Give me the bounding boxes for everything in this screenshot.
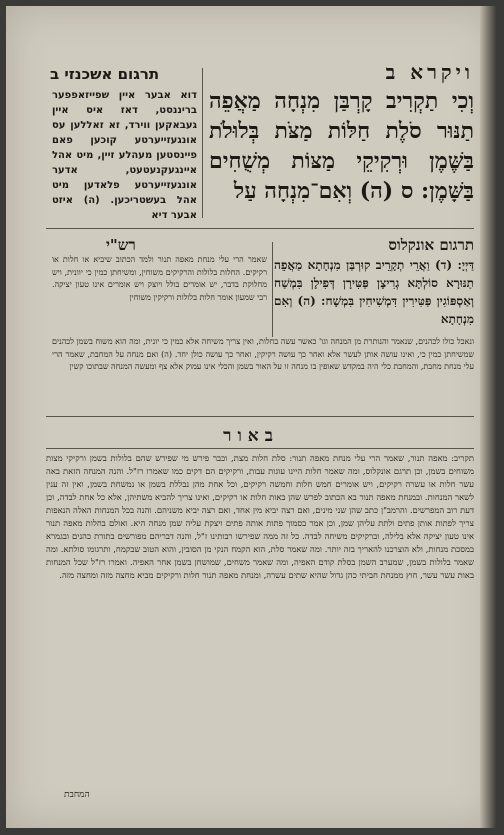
catchword: המחבת bbox=[64, 790, 90, 800]
onkelos-title: תרגום אונקלוס bbox=[388, 236, 474, 254]
rashi-continuation: ונאכל כולו לכהנים, שנאמר והנותרת מן המנחה וגו' כאשר עשה בחלות, ואין צריך משיחה אלא כמין כי יונית, ומה הוא משוח בשמן לכהנים שמשיחתן כמין כי, ואינו עושה אותן לעשר אלא ואחר כך עושה רקיקין, ואחר כך עושה כולן יחד. (ה) ואם מנחה על המחבת, שאמר הרי עלי מנחת מחבת, והמחבת כלי היה במקדש שאופין בו מנחה זו על האור בשמן והכלי אינו עמוק אלא צף ומעשה המנחה שבתוכו קשין bbox=[52, 337, 474, 371]
page-header bbox=[50, 60, 474, 85]
biur-text: תקריב: מאפה תנור, שאמר הרי עלי מנחת מאפה תנור: סלת חלות מצת, וכבר פירש מי שפירש שהם בלולות בשמן ורקיקי מצות משוחים בשמן, וכן תרגם אונקלוס, ומה שאמר חלות היינו עוגות עבות, ורקיקים הם דקים כמו שאמרו רז"ל. והנה המנחה הזאת באה עשר חלות או עשרה רקיקים, ויש אומרים חמש חלות וחמשה רקיקים, וכל אחת מהן נבללת בשמן או נמשחת בשמן, ואין זה ענין לשאר המנחות. ובמנחת מאפה תנור בא הכתוב לפרש שהן באות חלות או רקיקים, ואינו צריך להביא משתיהן, אלא כל אחת לבדה, וכן דעת רוב המפרשים. והרמב"ן כתב שהן שני מינים, ואם רצה יביא מין אחד, ואם רצה יביא משניהם. והנה בכל המנחות האלה הנאפות צריך לפתות אותן פתים ולתת עליהן שמן, וכן אמר בסמוך פתות אותה פתים ויצקת עליה שמן מנחה היא. ואולם בחלות מאפה תנור אינו טעון יציקה אלא בלילה, וברקיקים משיחה לבדה. כל זה ממה שפירשו רבותינו ז"ל, והנה דבריהם מפורשים בתורת כהנים ובגמרא במסכת מנחות, ולא הוצרכנו להאריך בזה יותר. ומה שאמר סלת, הוא הקמח הנקי מן הסובין, והוא הטוב שבקמח, ותרגומו סולתא. ומה שאמר בלולות בשמן, שמערב השמן בסלת קודם האפיה, ומה שאמר משחים, שמושחן בשמן אחר האפיה. ואמרו רז"ל שכל המנחות באות עשר עשר, חוץ ממנחת חביתי כהן גדול שהיא שתים עשרה, ומנחת מאפה תנור חלות ורקיקים מביא מחצה מזה ומחצה מזה. bbox=[46, 453, 474, 580]
running-head: ויקרא ב bbox=[385, 60, 474, 84]
rashi-title: רש"י bbox=[106, 236, 136, 254]
yiddish-translation-title: תרגום אשכנזי ב bbox=[50, 65, 160, 83]
rashi-text: שאמר הרי עלי מנחת מאפה תנור ולמד הכתוב שיביא או חלות או רקיקים. החלות בלולות והרקיקים משוחין, ומשיחתן כמין כי יוונית, ויש מחלוקת בדבר, יש אומרים בולל ויוצק ויש אומרים אינו טעון יציקה. רבי שמעון אומר חלות בלולות ורקיקין משוחין bbox=[52, 255, 267, 302]
column-divider-2 bbox=[272, 242, 273, 337]
binding-edge bbox=[480, 6, 496, 828]
onkelos-text: דַּיְיָ: (ד) וַאֲרֵי תְקָרֵיב קוּרְבַּן מִנְחָתָא מַאֲפֵה תַנּוּרָא סוֹלְתָּא גְרִיצָן פַּטִּירָן דְּפִילָן בִּמְשַׁח וְאַסְפּוֹגִין פַּטִּירִין דִּמְשִׁיחִין בִּמְשָׁח: (ה) וְאִם מִנְחָתָא bbox=[274, 258, 474, 326]
section-rule bbox=[46, 228, 474, 229]
column-divider bbox=[202, 68, 203, 218]
main-verse-text: וְכִי תַקְרִיב קָרְבַּן מִנְחָה מַאֲפֵה תַנּוּר סֹלֶת חַלּוֹת מַצֹּת בְּלוּלֹת בַּשֶּׁמֶן וּרְקִיקֵי מַצּוֹת מְשֻׁחִים בַּשָּׁמֶן: ס (ה) וְאִם־מִנְחָה עַל bbox=[209, 88, 474, 204]
biur-title: באור bbox=[223, 426, 279, 446]
yiddish-translation-text: דוא אבער איין שפייזאפפער בריננסט, דאז איס איין געבאקען ווירד, זא זאללען עס אונגעזייערטע קוכען פאם פיינסטען מעהלע זיין, מיט אהל איינגעקנעטעט, אדער אונגעזייערטע פלאדען מיט אהל בעשטריכען. (ה) איזט אבער דיא bbox=[52, 90, 197, 221]
section-rule-3 bbox=[46, 448, 474, 449]
scanned-page bbox=[6, 6, 496, 828]
section-rule-2 bbox=[46, 416, 474, 417]
